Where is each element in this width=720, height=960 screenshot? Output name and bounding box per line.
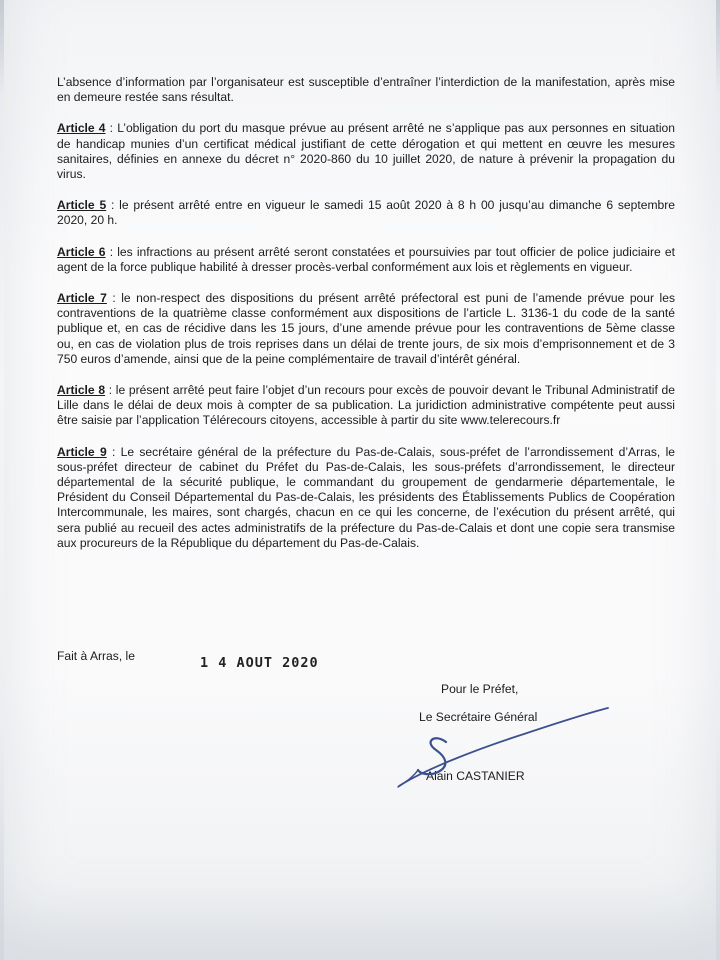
article-label: Article 4 (57, 121, 106, 136)
article-8 (57, 383, 675, 429)
article-4 (57, 121, 675, 182)
article-text: : Le secrétaire général de la préfecture du Pas-de-Calais, sous-préfet de l’arrondissement d’Arras, le sous-préfet directeur de cabinet du Préfet du Pas-de-Calais, les sous-préfets d’arrondissement, le directeur départemental de la sécurité publique, le commandant du groupement de gendarmerie départementale, le Président du Conseil Départemental du Pas-de-Calais, les présidents des Établissements Publics de Coopération Intercommunale, les maires, sont chargés, chacun en ce qui les concerne, de l’exécution du présent arrêté, qui sera publié au recueil des actes administratifs de la préfecture du Pas-de-Calais et dont une copie sera transmise aux procureurs de la République du département du Pas-de-Calais. (57, 444, 675, 550)
article-label: Article 9 (57, 444, 107, 459)
article-label: Article 5 (57, 198, 107, 213)
article-7 (57, 291, 675, 367)
article-text: : les infractions au présent arrêté seront constatées et poursuivies par tout officier de police judiciaire et agent de la force publique habilité à dresser procès-verbal conformément aux lois et règlements en vigueur. (57, 244, 676, 274)
document-body (57, 75, 675, 567)
document-page (4, 0, 716, 960)
article-label: Article 8 (57, 383, 106, 398)
article-text: : le non-respect des dispositions du présent arrêté préfectoral est puni de l’amende prévue pour les contraventions de la quatrième classe conformément aux dispositions de l’article L. 3136-1 du code de la santé publique et, en cas de récidive dans les 15 jours, d’une amende prévue pour les contraventions de 5ème classe ou, en cas de violation plus de trois reprises dans un délai de trente jours, de six mois d’emprisonnement et de 3 750 euros d’amende, ainsi que de la peine complémentaire de travail d’intérêt général. (57, 291, 675, 366)
article-5 (57, 198, 675, 228)
handwritten-signature (384, 700, 614, 795)
article-text: : le présent arrêté entre en vigueur le samedi 15 août 2020 à 8 h 00 jusqu’au dimanche 6 septembre 2020, 20 h. (57, 198, 675, 228)
date-stamp: 1 4 AOUT 2020 (200, 655, 319, 671)
article-label: Article 6 (57, 244, 106, 259)
signatory-role: Le Secrétaire Général (419, 710, 538, 724)
article-9 (57, 445, 675, 551)
intro-paragraph: L’absence d’information par l’organisateur est susceptible d’entraîner l’interdiction de la manifestation, après mise en demeure restée sans résultat. (57, 75, 675, 105)
place-line: Fait à Arras, le (57, 649, 135, 663)
article-text: : le présent arrêté peut faire l’objet d’un recours pour excès de pouvoir devant le Tribunal Administratif de Lille dans le délai de deux mois à compter de sa publication. La juridiction administrative compétente peut aussi être saisie par l’application Télérecours citoyens, accessible à partir du site www.telerecours.fr (57, 383, 675, 428)
article-label: Article 7 (57, 291, 107, 306)
signatory-name: Alain CASTANIER (426, 769, 525, 783)
delegation-line: Pour le Préfet, (441, 682, 519, 696)
article-text: : L’obligation du port du masque prévue au présent arrêté ne s’applique pas aux personnes en situation de handicap munies d’un certificat médical justifiant de cette dérogation et qui mettent en œuvre les mesures sanitaires, définies en annexe du décret n° 2020-860 du 10 juillet 2020, de nature à prévenir la propagation du virus. (57, 121, 675, 182)
article-6 (57, 245, 675, 275)
